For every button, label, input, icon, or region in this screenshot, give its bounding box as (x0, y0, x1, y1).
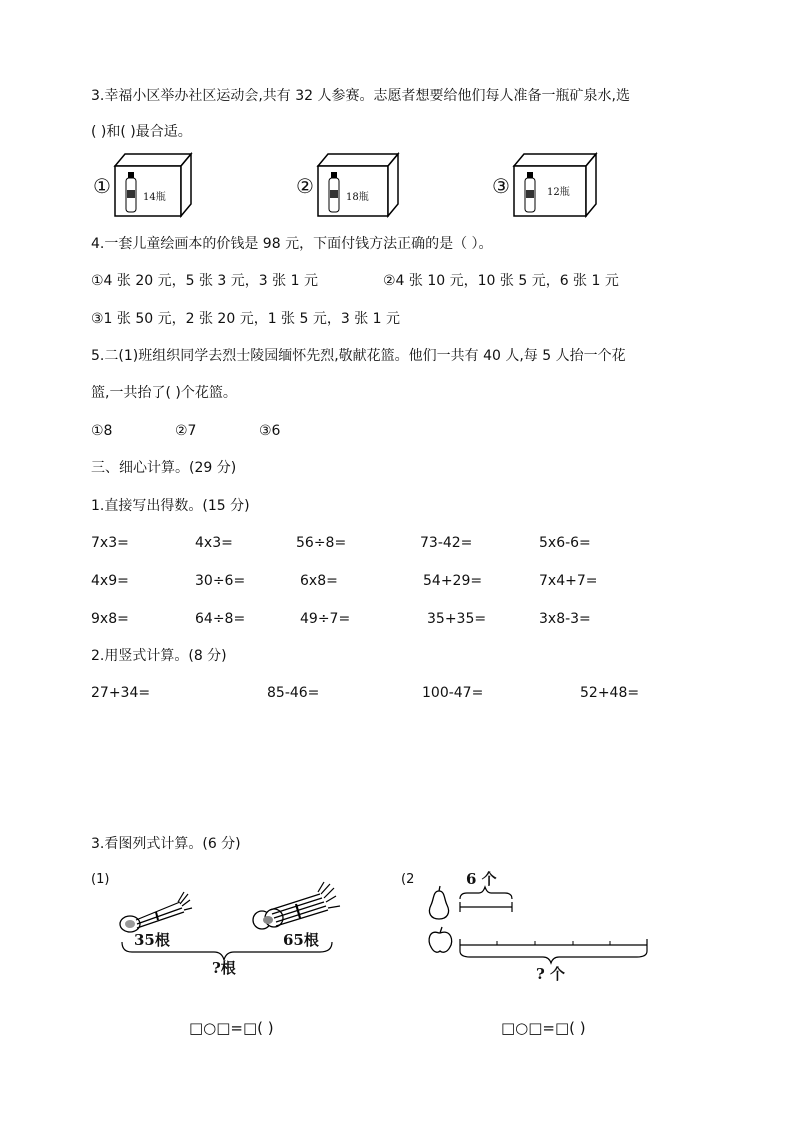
water-box-3 (492, 150, 612, 220)
mental-math-heading: 1.直接写出得数。(15 分) (91, 498, 250, 514)
water-box-2 (296, 150, 416, 220)
vertical-item: 52+48= (580, 685, 640, 701)
math-item: 7x4+7= (539, 573, 598, 589)
scallion-bundle-small-icon (120, 892, 192, 932)
q5-option-2: ②7 (175, 423, 197, 439)
fig1-total: ?根 (212, 959, 236, 977)
q5-option-3: ③6 (259, 423, 281, 439)
box-number: ③ (492, 174, 510, 198)
fig2-top-count: 6 个 (466, 870, 497, 888)
q4-option-2: ②4 张 10 元，10 张 5 元，6 张 1 元 (383, 273, 619, 289)
math-item: 9x8= (91, 611, 129, 627)
math-item: 56÷8= (296, 535, 347, 551)
section-3-title: 三、细心计算。(29 分) (91, 460, 237, 476)
fig1-label: (1) (91, 872, 110, 887)
fruit-line-figure (425, 885, 655, 965)
water-box-1 (93, 150, 213, 220)
box-label: 12瓶 (547, 187, 570, 198)
box-label: 18瓶 (346, 192, 369, 203)
math-item: 73-42= (420, 535, 473, 551)
q3-line1: 3.幸福小区举办社区运动会,共有 32 人参赛。志愿者想要给他们每人准备一瓶矿泉水,选 (91, 88, 630, 104)
box-drawing (296, 150, 416, 220)
q4-option-3: ③1 张 50 元，2 张 20 元，1 张 5 元，3 张 1 元 (91, 311, 401, 327)
box-label: 14瓶 (143, 192, 166, 203)
box-number: ① (93, 174, 111, 198)
vertical-calc-heading: 2.用竖式计算。(8 分) (91, 648, 227, 664)
q5-option-1: ①8 (91, 423, 113, 439)
box-drawing (93, 150, 213, 220)
vertical-item: 100-47= (422, 685, 484, 701)
vertical-item: 27+34= (91, 685, 151, 701)
math-item: 7x3= (91, 535, 129, 551)
q5-line1: 5.二(1)班组织同学去烈士陵园缅怀先烈,敬献花篮。他们一共有 40 人,每 5 人抬一个花 (91, 348, 626, 364)
q5-line2: 篮,一共抬了( )个花篮。 (91, 385, 237, 401)
math-item: 5x6-6= (539, 535, 591, 551)
math-item: 3x8-3= (539, 611, 591, 627)
fig2-bottom-total: ? 个 (536, 965, 566, 983)
pear-icon (429, 886, 448, 919)
math-item: 30÷6= (195, 573, 246, 589)
apple-icon (429, 927, 452, 952)
math-item: 64÷8= (195, 611, 246, 627)
math-item: 49÷7= (300, 611, 351, 627)
picture-calc-heading: 3.看图列式计算。(6 分) (91, 836, 241, 852)
math-item: 6x8= (300, 573, 338, 589)
scallion-bundle-large-icon (253, 882, 340, 929)
math-item: 54+29= (423, 573, 483, 589)
vertical-item: 85-46= (267, 685, 320, 701)
math-item: 4x9= (91, 573, 129, 589)
fig2-formula: □○□=□( ) (501, 1019, 586, 1037)
math-item: 4x3= (195, 535, 233, 551)
q4-option-1: ①4 张 20 元，5 张 3 元，3 张 1 元 (91, 273, 318, 289)
fig2-label: (2 (401, 872, 415, 887)
fig1-left-count: 35根 (134, 931, 170, 949)
fig1-right-count: 65根 (283, 931, 319, 949)
box-number: ② (296, 174, 314, 198)
box-drawing (492, 150, 612, 220)
fig1-formula: □○□=□( ) (189, 1019, 274, 1037)
q4-stem: 4.一套儿童绘画本的价钱是 98 元，下面付钱方法正确的是（ ）。 (91, 236, 493, 252)
q3-line2: ( )和( )最合适。 (91, 124, 192, 140)
math-item: 35+35= (427, 611, 487, 627)
